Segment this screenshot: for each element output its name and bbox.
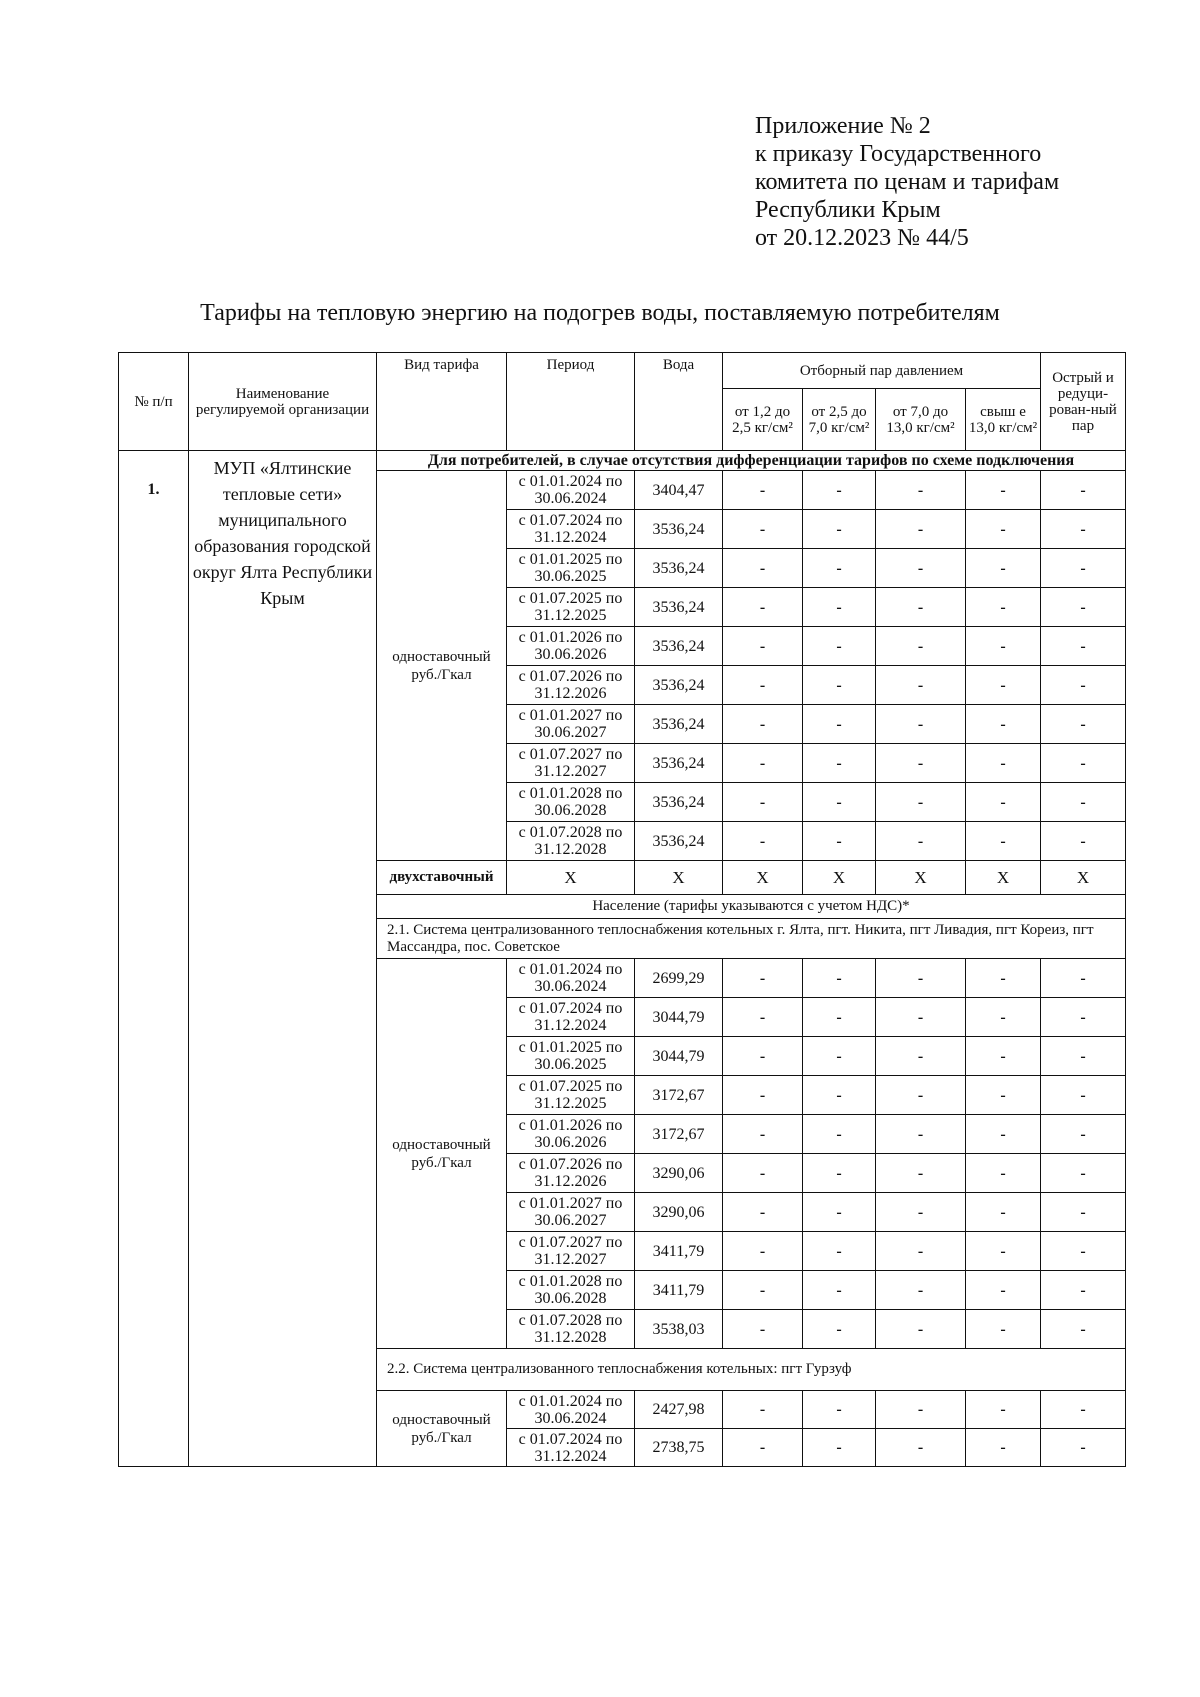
empty-dash: - [1041, 822, 1126, 861]
empty-dash: - [966, 998, 1041, 1037]
empty-dash: - [876, 822, 966, 861]
section-caption: Для потребителей, в случае отсутствия дифференциации тарифов по схеме подключения [377, 451, 1126, 471]
empty-dash: - [803, 1037, 876, 1076]
empty-dash: - [966, 471, 1041, 510]
appendix-note [755, 112, 1155, 252]
empty-dash: - [803, 744, 876, 783]
empty-dash: - [1041, 549, 1126, 588]
empty-dash: - [1041, 1271, 1126, 1310]
x-mark: Х [876, 861, 966, 895]
empty-dash: - [966, 705, 1041, 744]
empty-dash: - [803, 705, 876, 744]
empty-dash: - [966, 549, 1041, 588]
empty-dash: - [803, 510, 876, 549]
empty-dash: - [803, 1154, 876, 1193]
empty-dash: - [723, 998, 803, 1037]
empty-dash: - [1041, 1193, 1126, 1232]
empty-dash: - [723, 744, 803, 783]
water-tariff-value: 3536,24 [635, 588, 723, 627]
period-cell: с 01.07.2024 по 31.12.2024 [507, 998, 635, 1037]
water-tariff-value: 3044,79 [635, 1037, 723, 1076]
empty-dash: - [1041, 744, 1126, 783]
empty-dash: - [723, 549, 803, 588]
x-mark: Х [635, 861, 723, 895]
water-tariff-value: 3411,79 [635, 1232, 723, 1271]
empty-dash: - [1041, 666, 1126, 705]
empty-dash: - [723, 783, 803, 822]
water-tariff-value: 3290,06 [635, 1154, 723, 1193]
x-mark: Х [803, 861, 876, 895]
period-cell: с 01.07.2024 по 31.12.2024 [507, 1429, 635, 1467]
water-tariff-value: 3044,79 [635, 998, 723, 1037]
empty-dash: - [966, 1429, 1041, 1467]
empty-dash: - [966, 1076, 1041, 1115]
x-mark: Х [507, 861, 635, 895]
empty-dash: - [803, 783, 876, 822]
water-tariff-value: 3536,24 [635, 666, 723, 705]
empty-dash: - [803, 1232, 876, 1271]
water-tariff-value: 3536,24 [635, 705, 723, 744]
section-caption-row [119, 451, 1126, 471]
water-tariff-value: 3538,03 [635, 1310, 723, 1349]
empty-dash: - [723, 1232, 803, 1271]
water-tariff-value: 3172,67 [635, 1076, 723, 1115]
water-tariff-value: 3411,79 [635, 1271, 723, 1310]
header-water: Вода [635, 353, 723, 451]
appendix-line: Приложение № 2 [755, 113, 931, 139]
empty-dash: - [876, 1076, 966, 1115]
empty-dash: - [803, 1115, 876, 1154]
section-2-2-caption: 2.2. Система централизованного теплоснабжения котельных: пгт Гурзуф [377, 1349, 1126, 1391]
empty-dash: - [876, 783, 966, 822]
section-2-1-caption: 2.1. Система централизованного теплоснабжения котельных г. Ялта, пгт. Никита, пгт Ливадия, пгт Кореиз, пгт Массандра, пос. Советское [377, 919, 1126, 959]
empty-dash: - [966, 1232, 1041, 1271]
empty-dash: - [803, 1429, 876, 1467]
period-cell: с 01.01.2024 по 30.06.2024 [507, 1391, 635, 1429]
empty-dash: - [966, 1310, 1041, 1349]
water-tariff-value: 3536,24 [635, 783, 723, 822]
period-cell: с 01.07.2025 по 31.12.2025 [507, 1076, 635, 1115]
period-cell: с 01.01.2028 по 30.06.2028 [507, 1271, 635, 1310]
document-title: Тарифы на тепловую энергию на подогрев воды, поставляемую потребителям [200, 300, 1000, 326]
empty-dash: - [966, 1037, 1041, 1076]
empty-dash: - [723, 1193, 803, 1232]
header-steam-pressure-4: свыш е 13,0 кг/см² [966, 389, 1041, 451]
tariff-table [118, 352, 1126, 1467]
period-cell: с 01.07.2024 по 31.12.2024 [507, 510, 635, 549]
water-tariff-value: 2738,75 [635, 1429, 723, 1467]
water-tariff-value: 3404,47 [635, 471, 723, 510]
empty-dash: - [723, 510, 803, 549]
period-cell: с 01.07.2026 по 31.12.2026 [507, 666, 635, 705]
empty-dash: - [803, 588, 876, 627]
header-organization: Наименование регулируемой организации [189, 353, 377, 451]
empty-dash: - [876, 1154, 966, 1193]
period-cell: с 01.07.2027 по 31.12.2027 [507, 744, 635, 783]
empty-dash: - [803, 822, 876, 861]
empty-dash: - [723, 1391, 803, 1429]
empty-dash: - [966, 959, 1041, 998]
empty-dash: - [803, 666, 876, 705]
appendix-line: Республики Крым [755, 197, 941, 223]
empty-dash: - [723, 471, 803, 510]
empty-dash: - [966, 666, 1041, 705]
empty-dash: - [1041, 471, 1126, 510]
empty-dash: - [966, 1115, 1041, 1154]
period-cell: с 01.01.2027 по 30.06.2027 [507, 1193, 635, 1232]
x-mark: Х [723, 861, 803, 895]
empty-dash: - [1041, 705, 1126, 744]
empty-dash: - [966, 744, 1041, 783]
two-part-label: двухставочный [377, 861, 507, 895]
empty-dash: - [876, 705, 966, 744]
empty-dash: - [966, 1391, 1041, 1429]
header-num: № п/п [119, 353, 189, 451]
empty-dash: - [966, 627, 1041, 666]
period-cell: с 01.01.2024 по 30.06.2024 [507, 959, 635, 998]
empty-dash: - [723, 822, 803, 861]
row-number: 1. [119, 451, 189, 1467]
header-period: Период [507, 353, 635, 451]
empty-dash: - [966, 783, 1041, 822]
population-caption: Население (тарифы указываются с учетом НДС)* [377, 895, 1126, 919]
empty-dash: - [723, 1037, 803, 1076]
organization-name: МУП «Ялтинские тепловые сети» муниципального образования городской округ Ялта Республики Крым [189, 451, 377, 1467]
empty-dash: - [723, 627, 803, 666]
water-tariff-value: 3290,06 [635, 1193, 723, 1232]
period-cell: с 01.01.2027 по 30.06.2027 [507, 705, 635, 744]
period-cell: с 01.01.2025 по 30.06.2025 [507, 549, 635, 588]
header-steam-group: Отборный пар давлением [723, 353, 1041, 389]
empty-dash: - [876, 1429, 966, 1467]
appendix-line: комитета по ценам и тарифам [755, 169, 1060, 195]
empty-dash: - [876, 1115, 966, 1154]
empty-dash: - [723, 1429, 803, 1467]
empty-dash: - [876, 549, 966, 588]
period-cell: с 01.01.2024 по 30.06.2024 [507, 471, 635, 510]
empty-dash: - [876, 666, 966, 705]
empty-dash: - [803, 1193, 876, 1232]
header-steam-pressure-2: от 2,5 до 7,0 кг/см² [803, 389, 876, 451]
empty-dash: - [1041, 1391, 1126, 1429]
empty-dash: - [876, 1271, 966, 1310]
period-cell: с 01.07.2028 по 31.12.2028 [507, 1310, 635, 1349]
period-cell: с 01.07.2027 по 31.12.2027 [507, 1232, 635, 1271]
empty-dash: - [723, 1154, 803, 1193]
empty-dash: - [723, 1310, 803, 1349]
empty-dash: - [1041, 783, 1126, 822]
empty-dash: - [966, 510, 1041, 549]
period-cell: с 01.01.2026 по 30.06.2026 [507, 1115, 635, 1154]
empty-dash: - [876, 959, 966, 998]
empty-dash: - [876, 1232, 966, 1271]
header-steam-pressure-1: от 1,2 до 2,5 кг/см² [723, 389, 803, 451]
empty-dash: - [1041, 1429, 1126, 1467]
empty-dash: - [876, 627, 966, 666]
x-mark: Х [1041, 861, 1126, 895]
empty-dash: - [966, 1154, 1041, 1193]
empty-dash: - [803, 1271, 876, 1310]
empty-dash: - [803, 549, 876, 588]
empty-dash: - [803, 1310, 876, 1349]
empty-dash: - [876, 471, 966, 510]
water-tariff-value: 3536,24 [635, 510, 723, 549]
empty-dash: - [1041, 959, 1126, 998]
header-tariff-type: Вид тарифа [377, 353, 507, 451]
water-tariff-value: 2427,98 [635, 1391, 723, 1429]
water-tariff-value: 3536,24 [635, 744, 723, 783]
empty-dash: - [876, 1193, 966, 1232]
empty-dash: - [723, 1271, 803, 1310]
appendix-line: к приказу Государственного [755, 141, 1042, 167]
empty-dash: - [803, 998, 876, 1037]
empty-dash: - [876, 1310, 966, 1349]
empty-dash: - [1041, 1076, 1126, 1115]
period-cell: с 01.01.2025 по 30.06.2025 [507, 1037, 635, 1076]
water-tariff-value: 3536,24 [635, 627, 723, 666]
empty-dash: - [803, 1076, 876, 1115]
header-sharp-steam: Острый и редуци-рован-ный пар [1041, 353, 1126, 451]
period-cell: с 01.07.2028 по 31.12.2028 [507, 822, 635, 861]
empty-dash: - [1041, 1037, 1126, 1076]
tariff-type: одноставочный руб./Гкал [377, 959, 507, 1349]
water-tariff-value: 3536,24 [635, 549, 723, 588]
empty-dash: - [723, 666, 803, 705]
water-tariff-value: 3172,67 [635, 1115, 723, 1154]
header-steam-pressure-3: от 7,0 до 13,0 кг/см² [876, 389, 966, 451]
empty-dash: - [723, 588, 803, 627]
empty-dash: - [1041, 510, 1126, 549]
empty-dash: - [876, 744, 966, 783]
period-cell: с 01.07.2026 по 31.12.2026 [507, 1154, 635, 1193]
appendix-line: от 20.12.2023 № 44/5 [755, 225, 969, 251]
empty-dash: - [966, 1271, 1041, 1310]
empty-dash: - [723, 1115, 803, 1154]
empty-dash: - [723, 959, 803, 998]
empty-dash: - [876, 510, 966, 549]
period-cell: с 01.07.2025 по 31.12.2025 [507, 588, 635, 627]
empty-dash: - [803, 471, 876, 510]
water-tariff-value: 2699,29 [635, 959, 723, 998]
empty-dash: - [966, 588, 1041, 627]
empty-dash: - [723, 1076, 803, 1115]
empty-dash: - [803, 627, 876, 666]
x-mark: Х [966, 861, 1041, 895]
empty-dash: - [803, 959, 876, 998]
empty-dash: - [1041, 1115, 1126, 1154]
tariff-type: одноставочный руб./Гкал [377, 471, 507, 861]
empty-dash: - [966, 822, 1041, 861]
empty-dash: - [876, 1391, 966, 1429]
empty-dash: - [876, 588, 966, 627]
empty-dash: - [1041, 1232, 1126, 1271]
empty-dash: - [1041, 588, 1126, 627]
empty-dash: - [1041, 1310, 1126, 1349]
empty-dash: - [966, 1193, 1041, 1232]
water-tariff-value: 3536,24 [635, 822, 723, 861]
period-cell: с 01.01.2028 по 30.06.2028 [507, 783, 635, 822]
empty-dash: - [1041, 998, 1126, 1037]
empty-dash: - [1041, 627, 1126, 666]
empty-dash: - [876, 998, 966, 1037]
empty-dash: - [803, 1391, 876, 1429]
header-row [119, 353, 1126, 389]
empty-dash: - [876, 1037, 966, 1076]
period-cell: с 01.01.2026 по 30.06.2026 [507, 627, 635, 666]
empty-dash: - [1041, 1154, 1126, 1193]
tariff-type: одноставочный руб./Гкал [377, 1391, 507, 1467]
empty-dash: - [723, 705, 803, 744]
